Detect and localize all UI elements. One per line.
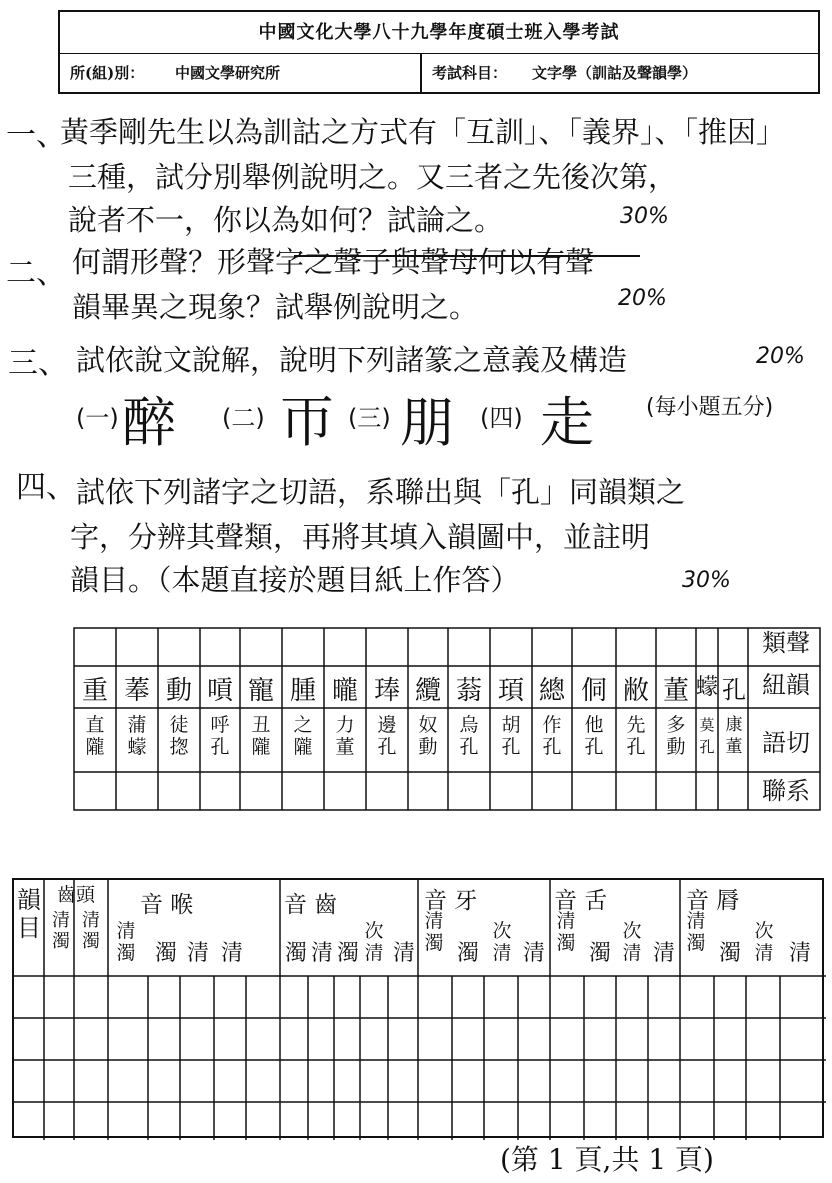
table1-fanqie: 奴 動 [418, 714, 438, 758]
table2-group-4-sub: 清 [522, 941, 545, 966]
table1-char: 敝 [622, 676, 649, 706]
table1-char: 曨 [331, 676, 358, 706]
table1-fanqie: 徒 揔 [169, 714, 189, 758]
question-3-number: 三、 [8, 346, 68, 381]
question-3-item-4-glyph: 走 [540, 391, 594, 454]
question-3-item-1-glyph: 醉 [122, 391, 176, 454]
table1-char: 重 [81, 676, 108, 706]
table2-group-3-sub: 清 [310, 941, 333, 966]
table1-fanqie: 莫 孔 [699, 716, 715, 756]
table1-char: 琫 [373, 676, 400, 706]
question-3-note: (每小題五分) [646, 395, 774, 420]
table1-char: 纜 [414, 676, 441, 706]
fanqie-table [72, 626, 822, 812]
table1-char: 蓊 [455, 676, 482, 706]
table1-char: 孔 [722, 676, 746, 704]
table1-char: 菶 [123, 676, 150, 706]
table2-group-4-sub: 次清 [492, 920, 512, 964]
table1-fanqie: 他 孔 [584, 714, 604, 758]
dept-value: 中國文學研究所 [175, 64, 281, 82]
question-2-line-2: 韻畢異之現象？試舉例說明之。 [72, 290, 479, 324]
table2-group-2-sub: 清 [220, 941, 243, 966]
subject-value: 文字學（訓詁及聲韻學） [532, 64, 698, 82]
table2-group-1-sub: 清濁 [82, 910, 100, 952]
table1-fanqie: 丑 隴 [251, 714, 271, 758]
table2-group-1-sub: 清濁 [52, 910, 70, 952]
table1-header-right: 類聲 [762, 629, 810, 657]
table1-row-label-2: 語切 [762, 729, 810, 757]
table2-group-4-sub: 濁 [456, 941, 479, 966]
table2-group-3-sub: 濁 [284, 941, 307, 966]
question-3-score: 20% [756, 344, 805, 369]
table2-group-2-sub: 濁 [154, 941, 177, 966]
table1-char: 蠓 [696, 675, 719, 700]
table1-fanqie: 邊 孔 [377, 714, 397, 758]
table1-row-label-1: 紐韻 [762, 671, 810, 699]
question-4-line-1: 試依下列諸字之切語，系聯出與「孔」同韻類之 [76, 475, 686, 509]
table1-char: 總 [538, 676, 565, 706]
table1-fanqie: 胡 孔 [501, 714, 521, 758]
table1-fanqie: 烏 孔 [459, 714, 479, 758]
question-2-number: 二、 [6, 256, 66, 291]
table2-group-5-name: 音 舌 [554, 888, 608, 914]
subject-label: 考試科目： [432, 64, 508, 82]
table2-group-3-sub: 清 [392, 941, 415, 966]
table2-group-3-sub: 次清 [364, 920, 384, 964]
question-3-item-2-label: (二) [222, 404, 265, 432]
table1-fanqie: 蒲 蠓 [127, 714, 147, 758]
header-divider [420, 53, 422, 94]
question-4-line-3: 韻目。（本題直接於題目紙上作答） [70, 563, 520, 597]
question-3-item-3-glyph: 朋 [400, 391, 454, 454]
table1-fanqie: 作 孔 [542, 714, 562, 758]
table1-char: 侗 [580, 676, 607, 706]
table1-char: 腫 [289, 676, 316, 706]
table2-group-3-name: 音 齒 [284, 892, 338, 918]
table1-fanqie: 多 動 [666, 714, 686, 758]
table2-group-5-sub: 濁 [588, 941, 611, 966]
question-3-item-1-label: (一) [76, 404, 119, 432]
question-3-item-3-label: (三) [348, 404, 391, 432]
rhyme-chart-table [12, 878, 824, 1138]
table2-group-6-name: 音 脣 [686, 888, 740, 914]
table2-group-4-sub: 清濁 [424, 910, 444, 954]
table2-group-3-sub: 濁 [336, 941, 359, 966]
table2-group-1-name: 齒頭 [56, 884, 95, 906]
question-3-item-2-glyph: 帀 [280, 391, 334, 454]
question-3-line-1: 試依說文說解，說明下列諸篆之意義及構造 [76, 343, 628, 377]
table2-yunmu-label: 韻目 [17, 886, 41, 942]
question-1-line-1: 黃季剛先生以為訓詁之方式有「互訓」、「義界」、「推因」 [60, 115, 786, 149]
table1-fanqie: 直 隴 [85, 714, 105, 758]
question-1-line-2: 三種，試分別舉例說明之。又三者之先後次第， [68, 160, 678, 194]
table2-group-5-sub: 次清 [622, 920, 642, 964]
table2-group-5-sub: 清濁 [556, 910, 576, 954]
table1-char: 頊 [497, 676, 524, 706]
table2-group-6-sub: 清濁 [686, 910, 706, 954]
question-4-number: 四、 [16, 470, 76, 505]
question-4-score: 30% [682, 568, 731, 593]
table1-fanqie: 康 董 [725, 715, 743, 757]
page-footer: (第 1 頁,共 1 頁) [500, 1143, 714, 1176]
question-1-number: 一、 [6, 118, 66, 153]
question-1-line-3: 說者不一，你以為如何？試論之。 [68, 203, 504, 237]
table2-group-6-sub: 清 [788, 941, 811, 966]
question-1-score: 30% [620, 204, 669, 229]
exam-title: 中國文化大學八十九學年度碩士班入學考試 [60, 12, 818, 54]
table2-group-6-sub: 濁 [718, 941, 741, 966]
question-4-line-2: 字，分辨其聲類，再將其填入韻圖中，並註明 [70, 520, 651, 554]
table2-group-2-sub: 清濁 [116, 920, 136, 964]
exam-header [58, 10, 820, 94]
table2-group-2-sub: 清 [186, 941, 209, 966]
table1-fanqie: 先 孔 [626, 714, 646, 758]
question-3-item-4-label: (四) [480, 404, 523, 432]
question-2-line-1: 何謂形聲？形聲字之聲子與聲母何以有聲 [72, 245, 595, 279]
table2-group-4-name: 音 牙 [424, 888, 478, 914]
table1-fanqie: 之 隴 [293, 714, 313, 758]
exam-info-row [60, 53, 818, 94]
table2-group-5-sub: 清 [652, 941, 675, 966]
question-2-score: 20% [618, 286, 667, 311]
question-2-strikethrough [290, 238, 650, 270]
table1-char: 董 [662, 676, 689, 706]
table1-char: 寵 [247, 676, 274, 706]
table1-fanqie: 呼 孔 [210, 714, 230, 758]
dept-label: 所(組)別： [70, 64, 145, 82]
table1-char: 動 [165, 676, 192, 706]
table2-group-2-name: 音 喉 [140, 892, 194, 918]
table1-char: 嗊 [206, 676, 233, 706]
table1-row-label-3: 聯系 [762, 777, 810, 805]
table2-group-6-sub: 次清 [754, 920, 774, 964]
table1-fanqie: 力 董 [335, 714, 355, 758]
